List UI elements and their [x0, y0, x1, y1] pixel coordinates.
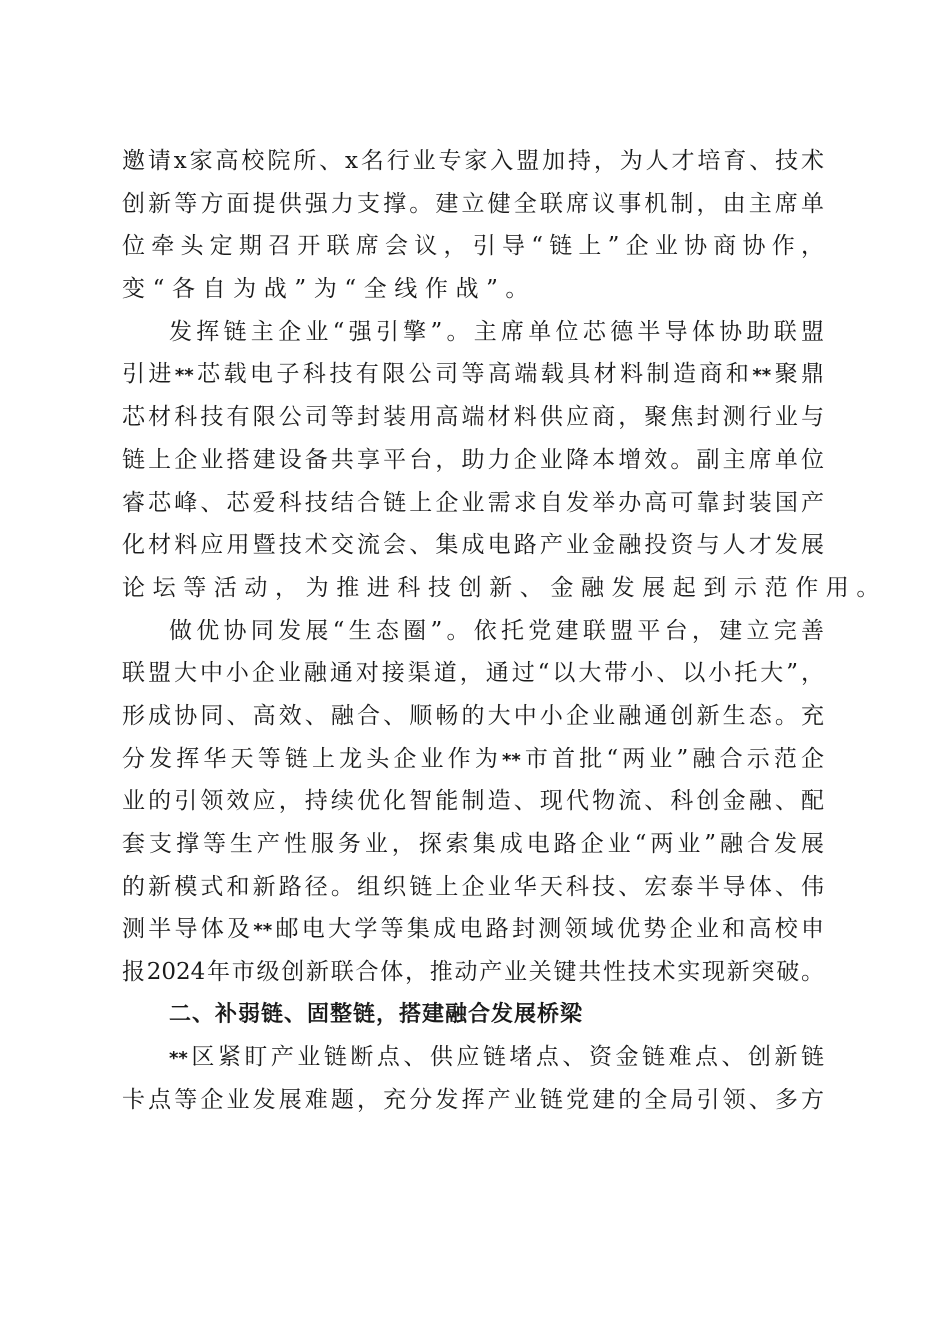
section-heading [122, 994, 824, 1037]
text-line: 测半导体及**邮电大学等集成电路封测领域优势企业和高校申 [122, 916, 825, 943]
text-line: 变“各自为战”为“全线作战”。 [122, 276, 537, 303]
heading-text: 二、补弱链、固整链，搭建融合发展桥梁 [169, 1001, 584, 1027]
text-line: 报2024年市级创新联合体，推动产业关键共性技术实现新突破。 [122, 959, 824, 986]
text-line: 形成协同、高效、融合、顺畅的大中小企业融通创新生态。充 [122, 702, 824, 729]
document-page [122, 140, 887, 1122]
paragraph-chain-leader-engine [122, 311, 887, 610]
redaction-marker: ** [501, 749, 521, 771]
text-line: 卡点等企业发展难题，充分发挥产业链党建的全局引领、多方 [122, 1087, 824, 1114]
paragraph-alliance-mechanism [122, 140, 824, 311]
text-line: 睿芯峰、芯爱科技结合链上企业需求自发举办高可靠封装国产 [122, 489, 824, 516]
text-line: 做优协同发展“生态圈”。依托党建联盟平台，建立完善 [169, 617, 824, 644]
paragraph-weak-links [122, 1036, 824, 1121]
text-line: 分发挥华天等链上龙头企业作为**市首批“两业”融合示范企 [122, 745, 824, 772]
text-line: 论坛等活动，为推进科技创新、金融发展起到示范作用。 [122, 574, 887, 601]
text-line: 发挥链主企业“强引擎”。主席单位芯德半导体协助联盟 [169, 318, 824, 345]
redaction-marker: ** [169, 1048, 188, 1070]
text-line: 位牵头定期召开联席会议，引导“链上”企业协商协作， [122, 233, 824, 260]
text-line: 引进**芯载电子科技有限公司等高端载具材料制造商和**聚鼎 [122, 361, 825, 388]
text-line: 联盟大中小企业融通对接渠道，通过“以大带小、以小托大”， [122, 660, 824, 687]
text-line: 业的引领效应，持续优化智能制造、现代物流、科创金融、配 [122, 788, 824, 815]
text-line: 芯材科技有限公司等封装用高端材料供应商，聚焦封测行业与 [122, 404, 824, 431]
paragraph-ecosystem [122, 610, 824, 994]
redaction-marker: ** [253, 920, 273, 942]
text-line: 套支撑等生产性服务业，探索集成电路企业“两业”融合发展 [122, 831, 824, 857]
text-line: 邀请x家高校院所、x名行业专家入盟加持，为人才培育、技术 [122, 148, 824, 174]
text-line: **区紧盯产业链断点、供应链堵点、资金链难点、创新链 [169, 1044, 824, 1071]
redaction-marker: ** [752, 365, 772, 387]
text-line: 创新等方面提供强力支撑。建立健全联席议事机制，由主席单 [122, 190, 824, 217]
text-line: 的新模式和新路径。组织链上企业华天科技、宏泰半导体、伟 [122, 873, 824, 900]
redaction-marker: ** [174, 365, 194, 387]
text-line: 化材料应用暨技术交流会、集成电路产业金融投资与人才发展 [122, 532, 824, 559]
text-line: 链上企业搭建设备共享平台，助力企业降本增效。副主席单位 [122, 446, 824, 473]
